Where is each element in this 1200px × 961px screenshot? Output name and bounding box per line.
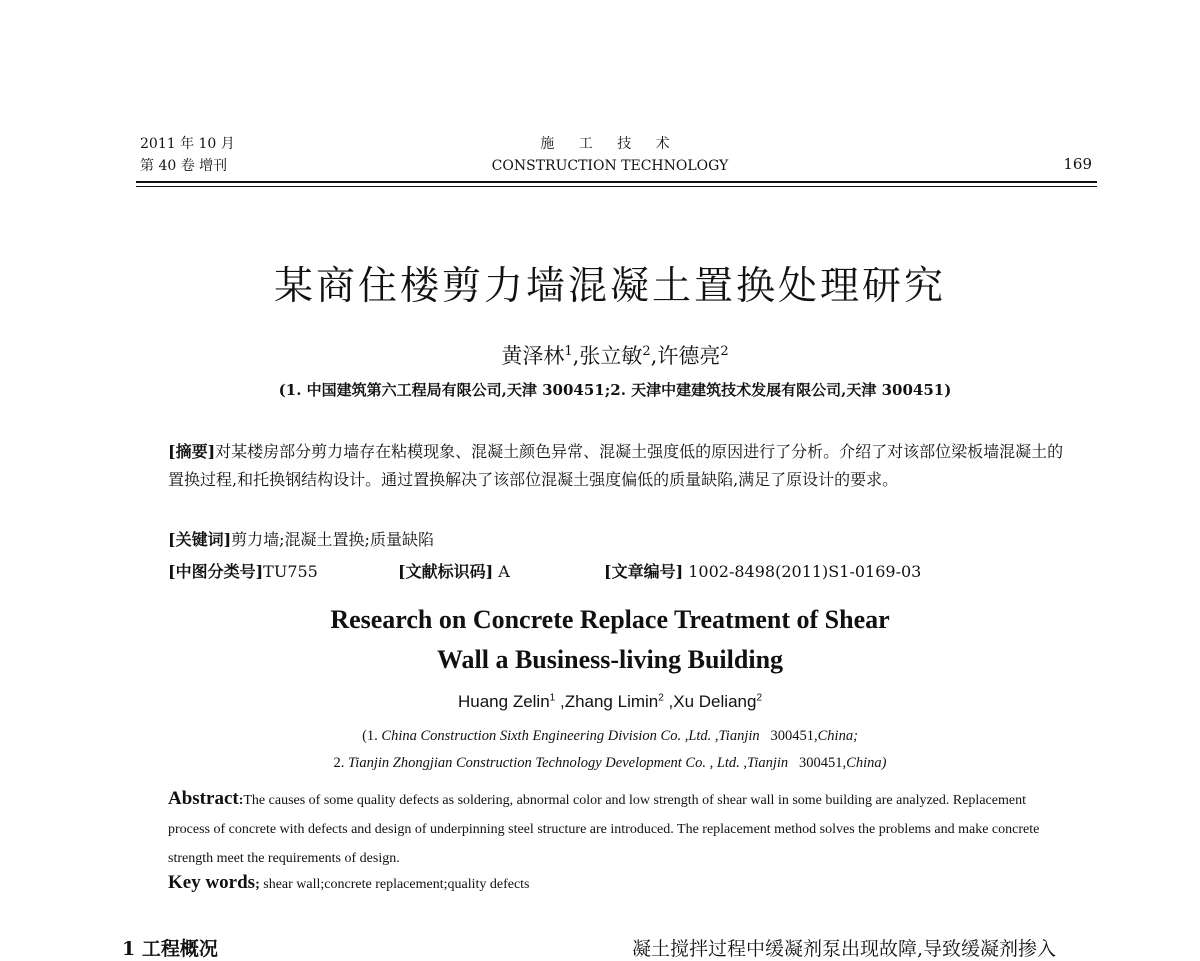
- affiliation-en-2: [0, 755, 1200, 772]
- affiliation-en-org: Tianjin Zhongjian Construction Technology Development Co. , Ltd. ,Tianjin: [348, 755, 789, 771]
- running-header-left: [140, 133, 235, 177]
- keywords-en: Key words; shear wall;concrete replacement;quality defects: [168, 872, 530, 893]
- article-label: [文章编号]: [604, 562, 684, 581]
- affiliation-en-1: [0, 728, 1200, 745]
- keywords-en-label: Key words: [168, 872, 256, 893]
- affiliation-cn: (1. 中国建筑第六工程局有限公司,天津 300451;2. 天津中建建筑技术发展有限公司,天津 300451): [278, 381, 952, 399]
- paper-title-en: [0, 600, 1200, 680]
- journal-name-en: CONSTRUCTION TECHNOLOGY: [491, 158, 729, 174]
- abstract-cn: [168, 438, 1068, 494]
- author-name: 许德亮: [657, 344, 721, 368]
- author-list-cn: 黄泽林$^1$,张立敏$^2$,许德亮$^2$: [501, 344, 729, 368]
- article-number: [604, 559, 921, 582]
- keywords-en-text: shear wall;concrete replacement;quality defects: [263, 877, 530, 892]
- running-header-center: [400, 133, 820, 177]
- affiliation-en-code: 300451,: [770, 728, 818, 744]
- body-text-line: 凝土搅拌过程中缓凝剂泵出现故障,导致缓凝剂掺入: [632, 938, 1057, 960]
- abstract-en: Abstract:The causes of some quality defects as soldering, abnormal color and low strength of shear wall in some building are analyzed. Replacement process of concrete with defects and design of underpinning steel structure are introduced. The replacement method solves the problems and make concrete strength meet the requirements of design.: [168, 788, 1040, 866]
- header-rule-thin: [136, 186, 1097, 187]
- abstract-en-label: Abstract: [168, 788, 239, 809]
- keywords-cn-text: 剪力墙;混凝土置换;质量缺陷: [231, 530, 434, 549]
- author-mark: 1: [549, 692, 556, 704]
- article-value: 1002-8498(2011)S1-0169-03: [688, 562, 922, 581]
- affiliation-en-org: China Construction Sixth Engineering Division Co. ,Ltd. ,Tianjin: [381, 728, 760, 744]
- paper-title-cn: 某商住楼剪力墙混凝土置换处理研究: [273, 264, 946, 309]
- author-name: Xu Deliang: [673, 692, 757, 711]
- author-name: Zhang Limin: [564, 692, 659, 711]
- clc-label: [中图分类号]: [168, 562, 264, 581]
- affiliation-en-code: 300451,: [799, 755, 847, 771]
- author-name: 黄泽林: [501, 344, 565, 368]
- issue-date: 2011 年 10 月: [140, 136, 235, 152]
- doc-value: A: [498, 562, 510, 581]
- page-number: 169: [1063, 155, 1092, 173]
- affiliation-en-num: (1.: [362, 728, 378, 744]
- author-mark: 2: [658, 692, 664, 704]
- paper-title-en-line1: Research on Concrete Replace Treatment of Shear: [330, 605, 890, 634]
- paper-title-en-line2: Wall a Business-living Building: [436, 645, 784, 674]
- author-mark: 1: [564, 344, 573, 359]
- issue-volume: 第 40 卷 增刊: [140, 158, 228, 174]
- author-name: Huang Zelin: [458, 692, 550, 711]
- abstract-cn-label: [摘要]: [168, 442, 216, 461]
- keywords-cn-label: [关键词]: [168, 530, 232, 549]
- keywords-cn: [168, 527, 434, 550]
- clc-number: [168, 559, 318, 582]
- document-code: [398, 559, 510, 582]
- clc-value: TU755: [263, 562, 318, 581]
- author-mark: 2: [642, 344, 651, 359]
- classification-row: [168, 559, 1068, 583]
- abstract-cn-text: 对某楼房部分剪力墙存在粘模现象、混凝土颜色异常、混凝土强度低的原因进行了分析。介绍了对该部位梁板墙混凝土的置换过程,和托换钢结构设计。通过置换解决了该部位混凝土强度偏低的质量缺陷,满足了原设计的要求。: [168, 442, 1064, 489]
- affiliation-en-country: China): [846, 755, 887, 771]
- doc-label: [文献标识码]: [398, 562, 494, 581]
- header-rule-thick: [136, 181, 1097, 183]
- affiliation-en-country: China;: [817, 728, 858, 744]
- affiliation-en-num: 2.: [333, 755, 345, 771]
- section-heading: 1 工程概况: [122, 938, 218, 960]
- journal-name-cn: 施 工 技 术: [540, 136, 680, 152]
- author-list-en: Huang Zelin$^1$ ,Zhang Limin$^2$ ,Xu Deliang$^2$: [458, 692, 762, 711]
- author-mark: 2: [720, 344, 729, 359]
- author-mark: 2: [756, 692, 762, 704]
- author-name: 张立敏: [579, 344, 643, 368]
- abstract-en-text: The causes of some quality defects as soldering, abnormal color and low strength of shear wall in some building are analyzed. Replacement process of concrete with defects and design of underpinning steel structure are introduced. The replacement method solves the problems and make concrete strength meet the requirements of design.: [168, 793, 1040, 866]
